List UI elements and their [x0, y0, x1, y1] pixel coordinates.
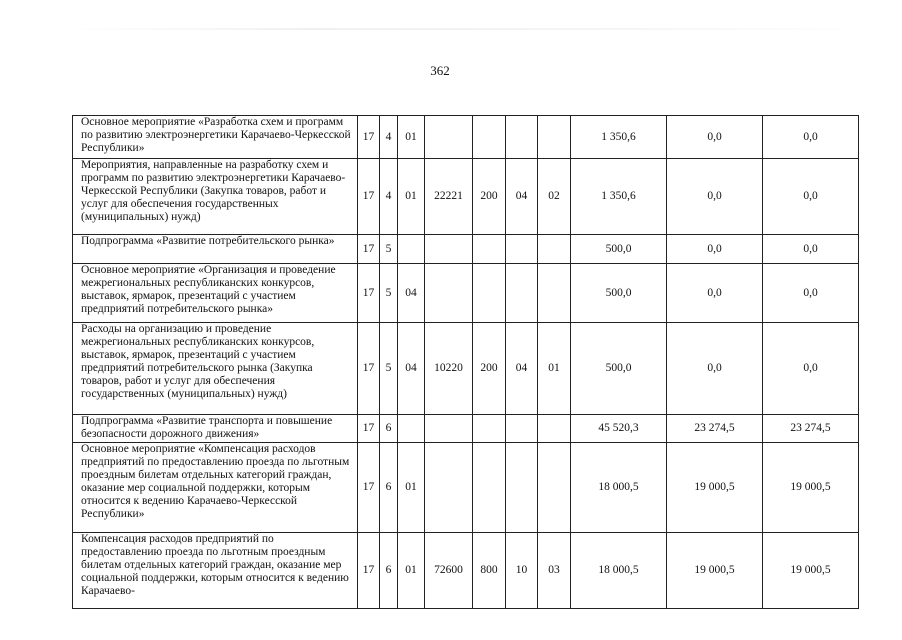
cell-code-1: 17 — [358, 159, 380, 235]
table-row — [73, 159, 859, 235]
cell-code-4 — [425, 264, 473, 323]
cell-code-2: 6 — [380, 533, 398, 609]
cell-code-4 — [425, 443, 473, 533]
cell-code-7 — [538, 264, 571, 323]
table-row — [73, 415, 859, 443]
cell-code-3 — [398, 235, 425, 264]
cell-amount-1: 500,0 — [571, 323, 667, 415]
cell-amount-3: 23 274,5 — [763, 415, 859, 443]
cell-code-1: 17 — [358, 443, 380, 533]
cell-amount-1: 1 350,6 — [571, 159, 667, 235]
cell-amount-2: 0,0 — [667, 323, 763, 415]
cell-code-2: 6 — [380, 443, 398, 533]
row-name: Расходы на организацию и проведение межрегиональных республиканских конкурсов, выставок, ярмарок, презентаций с участием предприятий потребительского рынка (Закупка товаров, работ и услуг для обеспечения государственных (муниципальных) нужд) — [73, 323, 358, 415]
table-row — [73, 235, 859, 264]
cell-code-2: 4 — [380, 159, 398, 235]
cell-code-2: 4 — [380, 116, 398, 159]
cell-code-2: 5 — [380, 235, 398, 264]
cell-amount-3: 0,0 — [763, 116, 859, 159]
cell-code-5 — [473, 264, 506, 323]
table-row — [73, 533, 859, 609]
cell-code-6 — [506, 235, 538, 264]
cell-code-6: 04 — [506, 159, 538, 235]
cell-code-3: 01 — [398, 159, 425, 235]
cell-code-4 — [425, 235, 473, 264]
budget-table — [72, 115, 859, 609]
cell-code-3: 04 — [398, 323, 425, 415]
cell-amount-1: 1 350,6 — [571, 116, 667, 159]
cell-code-1: 17 — [358, 415, 380, 443]
cell-code-4: 10220 — [425, 323, 473, 415]
cell-code-7: 02 — [538, 159, 571, 235]
cell-code-5: 800 — [473, 533, 506, 609]
row-name: Компенсация расходов предприятий по предоставлению проезда по льготным проездным билетам отдельных категорий граждан, оказание мер социальной поддержки, которым относится к ведению Карачаево- — [73, 533, 358, 609]
cell-amount-3: 0,0 — [763, 323, 859, 415]
cell-code-6 — [506, 116, 538, 159]
table-body — [73, 116, 859, 609]
cell-amount-1: 500,0 — [571, 235, 667, 264]
cell-code-6 — [506, 415, 538, 443]
cell-code-7: 01 — [538, 323, 571, 415]
cell-code-2: 6 — [380, 415, 398, 443]
cell-code-3: 04 — [398, 264, 425, 323]
cell-amount-2: 23 274,5 — [667, 415, 763, 443]
cell-amount-3: 0,0 — [763, 264, 859, 323]
cell-code-2: 5 — [380, 264, 398, 323]
cell-code-7 — [538, 415, 571, 443]
table-row — [73, 443, 859, 533]
cell-code-3 — [398, 415, 425, 443]
cell-amount-2: 0,0 — [667, 159, 763, 235]
row-name: Основное мероприятие «Компенсация расходов предприятий по предоставлению проезда по льготным проездным билетам отдельных категорий граждан, оказание мер социальной поддержки, которым относится к ведению Карачаево-Черкесской Республики» — [73, 443, 358, 533]
cell-code-7 — [538, 116, 571, 159]
cell-code-5 — [473, 235, 506, 264]
cell-amount-2: 0,0 — [667, 116, 763, 159]
cell-code-7 — [538, 443, 571, 533]
cell-code-5: 200 — [473, 159, 506, 235]
cell-code-5 — [473, 443, 506, 533]
cell-code-5 — [473, 415, 506, 443]
cell-code-7 — [538, 235, 571, 264]
cell-amount-1: 500,0 — [571, 264, 667, 323]
row-name: Основное мероприятие «Разработка схем и программ по развитию электроэнергетики Карачаево-Черкесской Республики» — [73, 116, 358, 159]
cell-code-6: 04 — [506, 323, 538, 415]
cell-amount-2: 19 000,5 — [667, 533, 763, 609]
cell-code-1: 17 — [358, 116, 380, 159]
cell-code-1: 17 — [358, 235, 380, 264]
cell-amount-2: 19 000,5 — [667, 443, 763, 533]
cell-code-4 — [425, 116, 473, 159]
cell-amount-1: 45 520,3 — [571, 415, 667, 443]
cell-code-6: 10 — [506, 533, 538, 609]
cell-code-1: 17 — [358, 323, 380, 415]
row-name: Подпрограмма «Развитие потребительского рынка» — [73, 235, 358, 264]
cell-code-1: 17 — [358, 533, 380, 609]
cell-amount-3: 0,0 — [763, 159, 859, 235]
cell-code-4: 22221 — [425, 159, 473, 235]
cell-amount-3: 19 000,5 — [763, 443, 859, 533]
table-row — [73, 116, 859, 159]
cell-amount-3: 0,0 — [763, 235, 859, 264]
cell-amount-2: 0,0 — [667, 235, 763, 264]
cell-code-1: 17 — [358, 264, 380, 323]
cell-amount-2: 0,0 — [667, 264, 763, 323]
cell-code-3: 01 — [398, 533, 425, 609]
cell-code-3: 01 — [398, 116, 425, 159]
cell-code-4: 72600 — [425, 533, 473, 609]
cell-amount-3: 19 000,5 — [763, 533, 859, 609]
row-name: Подпрограмма «Развитие транспорта и повышение безопасности дорожного движения» — [73, 415, 358, 443]
cell-amount-1: 18 000,5 — [571, 443, 667, 533]
cell-code-6 — [506, 264, 538, 323]
cell-code-4 — [425, 415, 473, 443]
cell-code-3: 01 — [398, 443, 425, 533]
row-name: Основное мероприятие «Организация и проведение межрегиональных республиканских конкурсов, выставок, ярмарок, презентаций с участием предприятий потребительского рынка» — [73, 264, 358, 323]
cell-code-6 — [506, 443, 538, 533]
row-name: Мероприятия, направленные на разработку схем и программ по развитию электроэнергетики Карачаево-Черкесской Республики (Закупка товаров, работ и услуг для обеспечения государственных (муниципальных) нужд) — [73, 159, 358, 235]
page-number: 362 — [430, 63, 450, 78]
table-row — [73, 323, 859, 415]
cell-code-5: 200 — [473, 323, 506, 415]
scan-shadow — [60, 28, 880, 30]
cell-code-2: 5 — [380, 323, 398, 415]
cell-code-5 — [473, 116, 506, 159]
cell-amount-1: 18 000,5 — [571, 533, 667, 609]
cell-code-7: 03 — [538, 533, 571, 609]
table-row — [73, 264, 859, 323]
